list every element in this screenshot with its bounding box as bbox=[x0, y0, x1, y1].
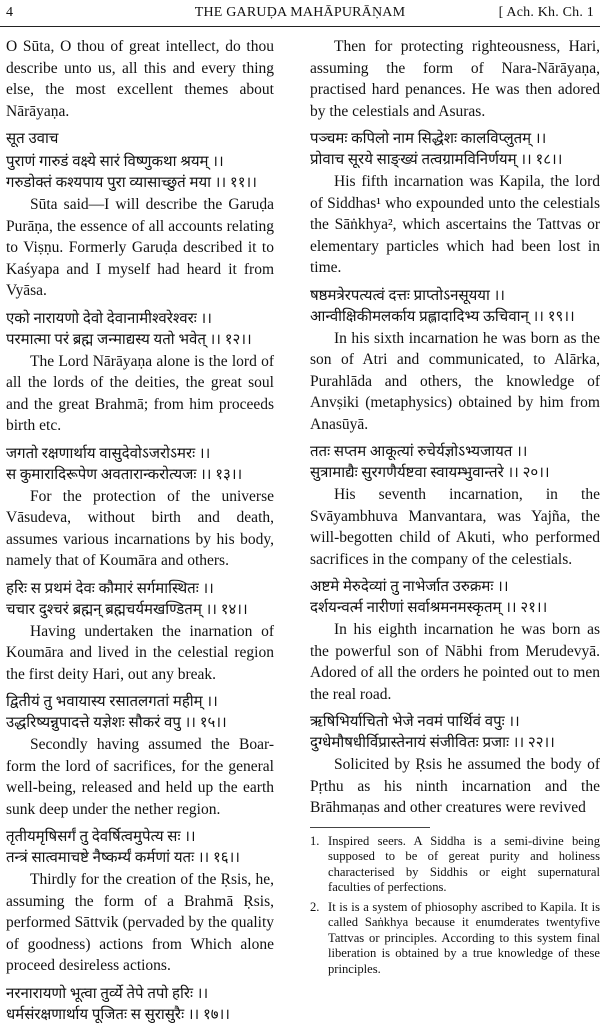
paragraph: The Lord Nārāyaṇa alone is the lord of all the lords of the deities, the great soul and the great Brahmā; from him proceeds birth etc. bbox=[6, 352, 274, 434]
paragraph: In his sixth incarnation he was born as the son of Atri and communicated, to Alārka, Purahlāda and others, the knowledge of Anvṣiki (metaphysics) obtained by him from Anasūyā. bbox=[310, 329, 600, 433]
verse-line: नरनारायणो भूत्वा तुर्व्ये तेपे तपो हरिः ।। bbox=[6, 985, 209, 1002]
verse-line: आन्वीक्षिकीमलर्काय प्रह्लादादिभ्य ऊचिवान् ।। १९।। bbox=[310, 308, 575, 325]
verse-line: प्रोवाच सूरये साङ्ख्यं तत्वग्रामविनिर्णयम् ।। १८।। bbox=[310, 152, 563, 168]
heading-suta-uvaca bbox=[6, 129, 274, 150]
verse-line: गरुडोक्तं कश्यपाय पुरा व्यासाच्छुतं मया ।। ११।। bbox=[6, 175, 257, 191]
sanskrit-verse-14 bbox=[6, 579, 274, 621]
verse-line: पुराणं गारुडं वक्ष्ये सारं विष्णुकथा श्रयम् ।। bbox=[6, 154, 224, 170]
footnote-1 bbox=[310, 834, 600, 896]
verse-line: तृतीयमृषिसर्गं तु देवर्षित्वमुपेत्य सः ।। bbox=[6, 829, 196, 845]
sanskrit-verse-19 bbox=[310, 286, 600, 328]
verse-line: दर्शयन्वर्त्म नारीणां सर्वाश्रमनमस्कृतम् ।। २१।। bbox=[310, 600, 548, 616]
sanskrit-verse-13 bbox=[6, 444, 274, 486]
verse-line: ततः सप्तम आकूत्यां रुचेर्यज्ञोऽभ्यजायत ।। bbox=[310, 444, 528, 460]
paragraph: His seventh incarnation, in the Svāyambhuva Manvantara, was Yajña, the will-begotten child of Akuti, who performed sacrifices in the company of the celestials. bbox=[310, 486, 600, 568]
paragraph: Then for protecting righteousness, Hari, assuming the form of Nara-Nārāyaṇa, practised hard penances. He was then adored by the celestials and Asuras. bbox=[310, 38, 600, 120]
footnote-text: Inspired seers. A Siddha is a semi-divine being supposed to be of gereat purity and holiness characterised by Siddhis or eight supernatural faculties of perfections. bbox=[328, 833, 600, 894]
sanskrit-verse-16 bbox=[6, 827, 274, 869]
verse-line: ऋषिभिर्याचितो भेजे नवमं पार्थिवं वपुः ।। bbox=[310, 714, 520, 730]
sanskrit-verse-20 bbox=[310, 442, 600, 484]
footnote-number: 2. bbox=[310, 899, 320, 914]
verse-line: सुत्रामाद्यैः सुरगणैर्यष्टवा स्वायम्भुवान्तरे ।। २०।। bbox=[310, 465, 550, 481]
paragraph: Secondly having assumed the Boar-form the lord of sacrifices, for the general well-being, released and held up the earth sunk deep under the nether region. bbox=[6, 736, 274, 818]
sanskrit-verse-21 bbox=[310, 577, 600, 619]
paragraph: O Sūta, O thou of great intellect, do thou describe unto us, all this and every thing else, the most excellent themes about Nārāyaṇa. bbox=[6, 38, 274, 120]
verse-line: हरिः स प्रथमं देवः कौमारं सर्गमास्थितः ।। bbox=[6, 580, 214, 597]
sanskrit-heading: सूत उवाच bbox=[6, 131, 59, 147]
footnote-number: 1. bbox=[310, 833, 320, 848]
sanskrit-verse-15 bbox=[6, 692, 274, 734]
footnote-divider bbox=[310, 827, 430, 828]
paragraph: For the protection of the universe Vāsudeva, without birth and death, assumes various incarnations by his body, namely that of Koumāra and others. bbox=[6, 487, 274, 569]
verse-line: पञ्चमः कपिलो नाम सिद्धेशः कालविप्लुतम् ।। bbox=[310, 131, 547, 147]
paragraph: Having undertaken the inarnation of Koumāra and lived in the celestial region the first deity Hari, out any break. bbox=[6, 622, 274, 683]
verse-line: दुग्धेमौषधीर्विप्रास्तेनायं संजीवितः प्रजाः ।। २२।। bbox=[310, 735, 555, 751]
sanskrit-verse-11 bbox=[6, 152, 274, 194]
verse-line: धर्मसंरक्षणार्थाय पूजितः स सुरासुरैः ।। १७।। bbox=[6, 1006, 230, 1023]
paragraph: His fifth incarnation was Kapila, the lord of Siddhas¹ who expounded unto the celestials the Sāṅkhya², which ascertains the Tattvas or elementary particles which had been lost in time. bbox=[310, 173, 600, 276]
verse-line: उद्धरिष्यन्नुपादत्ते यज्ञेशः सौकरं वपु ।। १५।। bbox=[6, 715, 227, 731]
running-title: THE GARUḌA MAHĀPURĀṆAM bbox=[194, 5, 406, 20]
page-header bbox=[0, 0, 600, 27]
sanskrit-verse-18 bbox=[310, 129, 600, 171]
verse-line: तन्त्रं सात्वमाचष्टे नैष्कर्म्यं कर्मणां यतः ।। १६।। bbox=[6, 850, 240, 866]
verse-line: अष्टमे मेरुदेव्यां तु नाभेर्जात उरुक्रमः ।। bbox=[310, 579, 509, 595]
paragraph: Thirdly for the creation of the Ṛsis, he, assuming the form of a Brahmā Ṛsis, performed Sāttvik (pervaded by the quality of goodness) actions from Which alone proceed desireless actions. bbox=[6, 871, 274, 974]
right-column bbox=[310, 36, 600, 977]
footnote-2 bbox=[310, 900, 600, 978]
verse-line: स कुमारादिरूपेण अवतारान्करोत्यजः ।। १३।। bbox=[6, 466, 243, 483]
verse-line: एको नारायणो देवो देवानामीश्वरेश्वरः ।। bbox=[6, 310, 212, 327]
sanskrit-verse-12 bbox=[6, 309, 274, 351]
paragraph: Sūta said—I will describe the Garuḍa Purāṇa, the essence of all accounts relating to Viṣṇu. Formerly Garuḍa described it to Kaśyapa and I myself had heard it from Vyāsa. bbox=[6, 196, 274, 299]
sanskrit-verse-17 bbox=[6, 984, 274, 1026]
verse-line: षष्ठमत्रेरपत्यत्वं दत्तः प्राप्तोऽनसूयया ।। bbox=[310, 287, 505, 304]
verse-line: परमात्मा परं ब्रह्म जन्माद्यस्य यतो भवेत् ।। १२।। bbox=[6, 331, 252, 348]
paragraph: Solicited by Ṛsis he assumed the body of Pṛthu as his ninth incarnation and the Brāhmaṇas and other creatures were revived bbox=[310, 756, 600, 816]
left-column bbox=[6, 36, 274, 1026]
paragraph: In his eighth incarnation he was born as the powerful son of Nābhi from Merudevyā. Adored of all the orders he pointed out to men the real road. bbox=[310, 621, 600, 703]
footnote-text: It is is a system of phiosophy ascribed to Kapila. It is called Saṅkhya because it enumderates twentyfive Tattvas or principles. According to this system final liberation is obtained by a true knowledge of these principles. bbox=[328, 899, 600, 976]
verse-line: चचार दुश्चरं ब्रह्मन् ब्रह्मचर्यमखण्डितम् ।। १४।। bbox=[6, 601, 248, 618]
sanskrit-verse-22 bbox=[310, 712, 600, 754]
verse-line: जगतो रक्षणार्थाय वासुदेवोऽजरोऽमरः ।। bbox=[6, 445, 211, 462]
section-reference: [ Ach. Kh. Ch. 1 bbox=[498, 5, 594, 20]
page-number: 4 bbox=[6, 5, 14, 20]
verse-line: द्वितीयं तु भवायास्य रसातलगतां महीम् ।। bbox=[6, 694, 218, 710]
